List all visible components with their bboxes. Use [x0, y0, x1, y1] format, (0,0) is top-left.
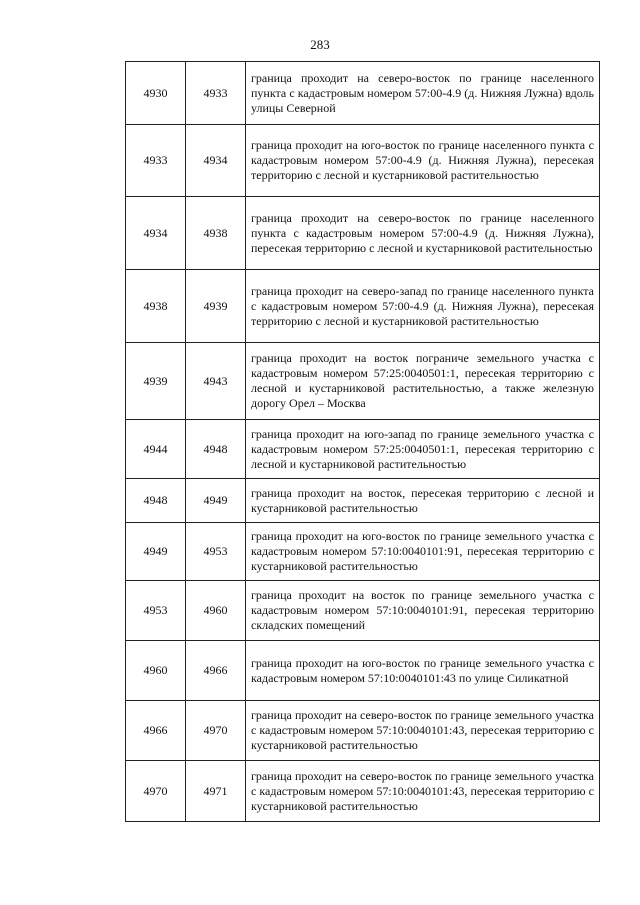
boundary-table: [125, 61, 600, 822]
table-row: [126, 343, 600, 420]
point-to: 4960: [186, 581, 246, 641]
point-to: 4933: [186, 62, 246, 125]
point-to: 4970: [186, 701, 246, 761]
table-row: [126, 701, 600, 761]
table-row: [126, 761, 600, 822]
boundary-description: граница проходит на восток, пересекая территорию с лесной и кустарниковой растительностью: [246, 479, 600, 523]
point-from: 4960: [126, 641, 186, 701]
boundary-description: граница проходит на северо-восток по границе земельного участка с кадастровым номером 57:10:0040101:43, пересекая территорию с кустарниковой растительностью: [246, 761, 600, 822]
point-from: 4949: [126, 523, 186, 581]
point-from: 4948: [126, 479, 186, 523]
point-from: 4938: [126, 270, 186, 343]
boundary-description: граница проходит на северо-запад по границе населенного пункта с кадастровым номером 57:00-4.9 (д. Нижняя Лужна), пересекая территорию с лесной и кустарниковой растительностью: [246, 270, 600, 343]
table-row: [126, 479, 600, 523]
point-from: 4966: [126, 701, 186, 761]
boundary-description: граница проходит на юго-восток по границе земельного участка с кадастровым номером 57:10:0040101:43 по улице Силикатной: [246, 641, 600, 701]
table-row: [126, 641, 600, 701]
point-to: 4948: [186, 420, 246, 479]
point-from: 4939: [126, 343, 186, 420]
point-to: 4971: [186, 761, 246, 822]
table-row: [126, 270, 600, 343]
point-from: 4953: [126, 581, 186, 641]
point-to: 4938: [186, 197, 246, 270]
point-to: 4966: [186, 641, 246, 701]
table-row: [126, 197, 600, 270]
point-from: 4930: [126, 62, 186, 125]
point-to: 4943: [186, 343, 246, 420]
point-from: 4933: [126, 125, 186, 197]
point-to: 4939: [186, 270, 246, 343]
boundary-description: граница проходит на северо-восток по границе земельного участка с кадастровым номером 57:10:0040101:43, пересекая территорию с кустарниковой растительностью: [246, 701, 600, 761]
table-row: [126, 62, 600, 125]
point-from: 4934: [126, 197, 186, 270]
point-from: 4944: [126, 420, 186, 479]
table-row: [126, 420, 600, 479]
boundary-description: граница проходит на северо-восток по границе населенного пункта с кадастровым номером 57:00-4.9 (д. Нижняя Лужна) вдоль улицы Северной: [246, 62, 600, 125]
boundary-description: граница проходит на юго-запад по границе земельного участка с кадастровым номером 57:25:0040501:1, пересекая территорию с лесной и кустарниковой растительностью: [246, 420, 600, 479]
boundary-description: граница проходит на северо-восток по границе населенного пункта с кадастровым номером 57:00-4.9 (д. Нижняя Лужна), пересекая территорию с лесной и кустарниковой растительностью: [246, 197, 600, 270]
page-number: 283: [310, 37, 330, 52]
table-row: [126, 125, 600, 197]
boundary-description: граница проходит на юго-восток по границе земельного участка с кадастровым номером 57:10:0040101:91, пересекая территорию с кустарниковой растительностью: [246, 523, 600, 581]
point-to: 4934: [186, 125, 246, 197]
table-row: [126, 581, 600, 641]
boundary-description: граница проходит на восток по границе земельного участка с кадастровым номером 57:10:0040101:91, пересекая территорию складских помещений: [246, 581, 600, 641]
point-from: 4970: [126, 761, 186, 822]
table-row: [126, 523, 600, 581]
boundary-description: граница проходит на восток пограниче земельного участка с кадастровым номером 57:25:0040501:1, пересекая территорию с лесной и кустарниковой растительностью, а также железную дорогу Орел – Москва: [246, 343, 600, 420]
point-to: 4953: [186, 523, 246, 581]
point-to: 4949: [186, 479, 246, 523]
boundary-description: граница проходит на юго-восток по границе населенного пункта с кадастровым номером 57:00-4.9 (д. Нижняя Лужна), пересекая территорию с лесной и кустарниковой растительностью: [246, 125, 600, 197]
